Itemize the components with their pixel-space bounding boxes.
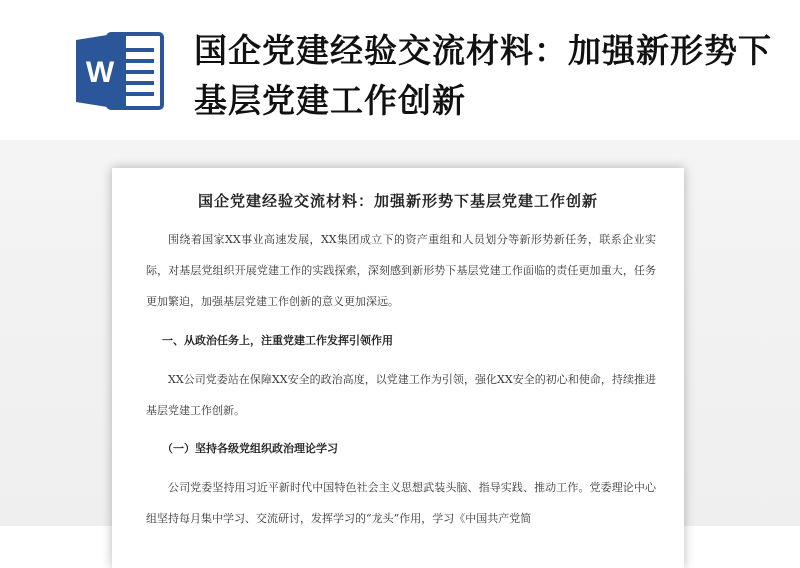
word-icon-letter: W [85,56,115,89]
section-heading-1: 一、从政治任务上，注重党建工作发挥引领作用 [162,334,393,347]
paragraph-section-1: XX公司党委站在保障XX安全的政治高度，以党建工作为引领，强化XX安全的初心和使命，持续推进基层党建工作创新。 [146,373,656,417]
header-banner [0,0,800,140]
paragraph-subsection-1: 公司党委坚持用习近平新时代中国特色社会主义思想武装头脑、指导实践、推动工作。党委理论中心组坚持每月集中学习、交流研讨，发挥学习的“龙头”作用，学习《中国共产党简 [146,481,656,525]
header-title: 国企党建经验交流材料：加强新形势下基层党建工作创新 [194,31,772,120]
document-page [112,168,684,568]
word-document-icon [74,30,166,112]
subsection-heading-1: （一）坚持各级党组织政治理论学习 [162,442,338,455]
paragraph-intro: 围绕着国家XX事业高速发展，XX集团成立下的资产重组和人员划分等新形势新任务，联系企业实际，对基层党组织开展党建工作的实践探索，深刻感到新形势下基层党建工作面临的责任更加重大，任务更加繁迫，加强基层党建工作创新的意义更加深远。 [146,233,656,308]
document-title: 国企党建经验交流材料：加强新形势下基层党建工作创新 [197,192,598,210]
